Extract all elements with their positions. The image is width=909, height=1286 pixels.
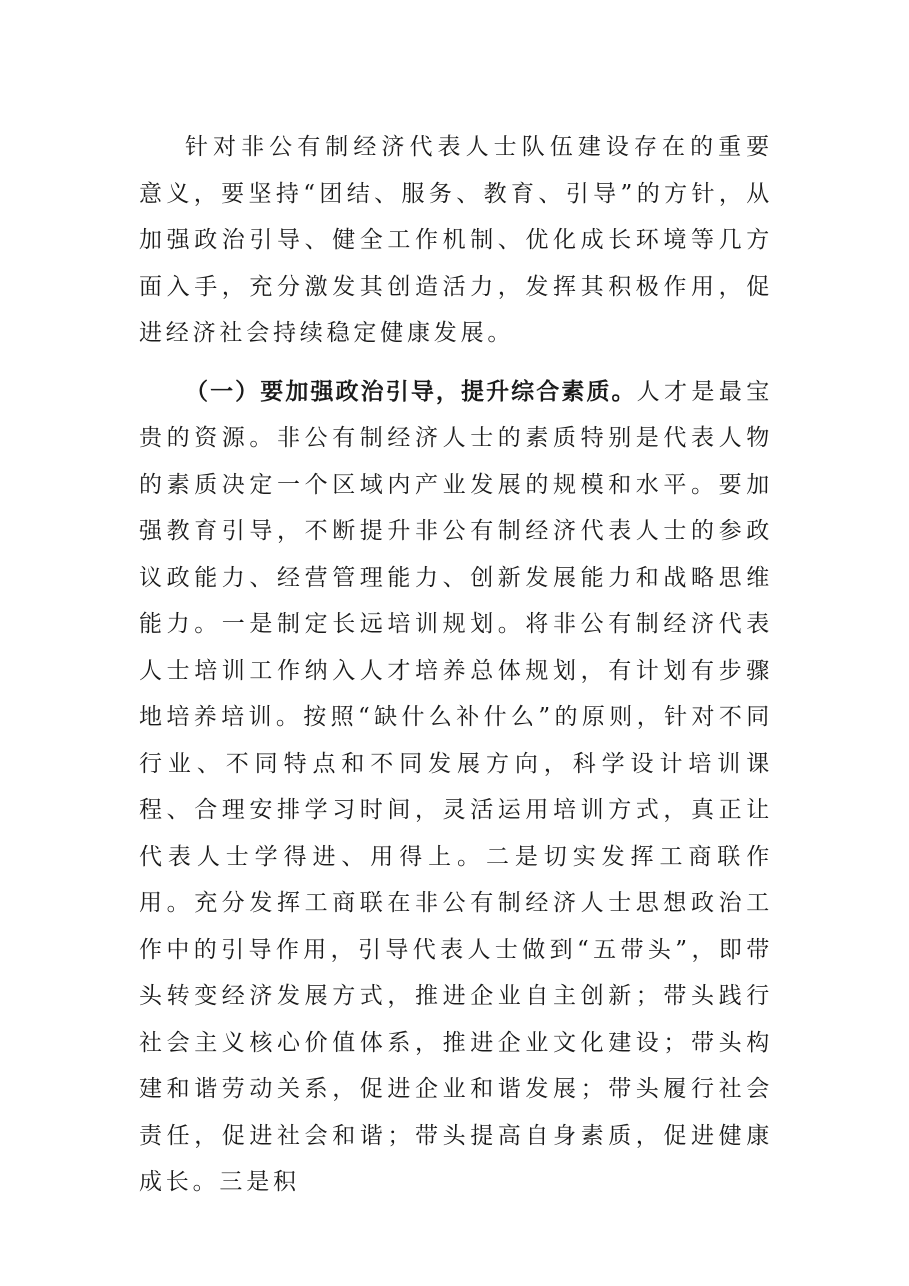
intro-paragraph: 针对非公有制经济代表人士队伍建设存在的重要意义，要坚持“团结、服务、教育、引导”的方针，从加强政治引导、健全工作机制、优化成长环境等几方面入手，充分激发其创造活力，发挥其积极作用，促进经济社会持续稳定健康发展。 bbox=[139, 134, 773, 346]
section-one-paragraph bbox=[139, 369, 773, 1206]
section-one-body: 人才是最宝贵的资源。非公有制经济人士的素质特别是代表人物的素质决定一个区域内产业发展的规模和水平。要加强教育引导，不断提升非公有制经济代表人士的参政议政能力、经营管理能力、创新发展能力和战略思维能力。一是制定长远培训规划。将非公有制经济代表人士培训工作纳入人才培养总体规划，有计划有步骤地培养培训。按照“缺什么补什么”的原则，针对不同行业、不同特点和不同发展方向，科学设计培训课程、合理安排学习时间，灵活运用培训方式，真正让代表人士学得进、用得上。二是切实发挥工商联作用。充分发挥工商联在非公有制经济人士思想政治工作中的引导作用，引导代表人士做到“五带头”，即带头转变经济发展方式，推进企业自主创新；带头践行社会主义核心价值体系，推进企业文化建设；带头构建和谐劳动关系，促进企业和谐发展；带头履行社会责任，促进社会和谐；带头提高自身素质，促进健康成长。三是积 bbox=[139, 378, 774, 1195]
document-body bbox=[139, 124, 773, 1206]
section-one-heading: （一）要加强政治引导，提升综合素质。 bbox=[185, 377, 637, 405]
